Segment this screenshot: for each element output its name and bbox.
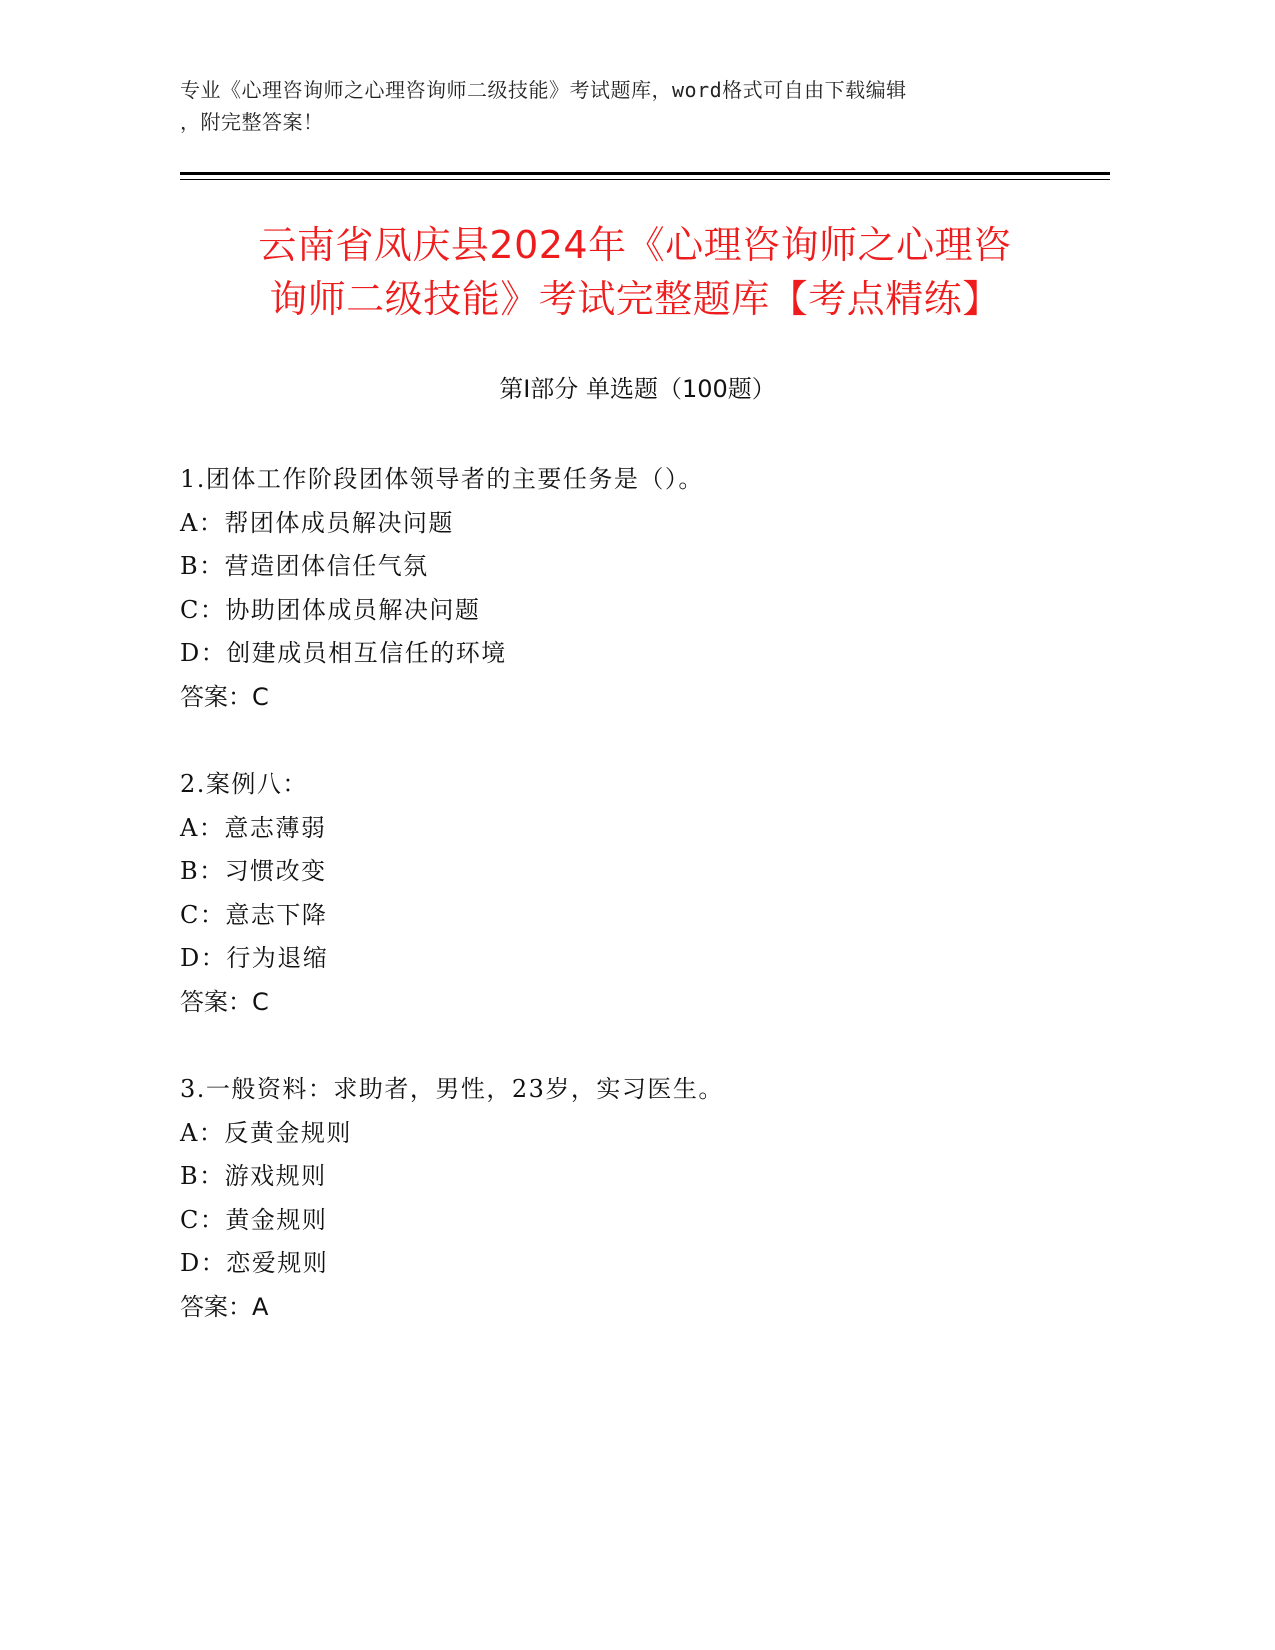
answer: 答案：C — [180, 987, 269, 1016]
header-divider-thick — [180, 172, 1110, 175]
question-1 — [180, 458, 1110, 719]
header-note — [180, 74, 1080, 138]
question-2 — [180, 763, 1110, 1024]
option-d: D：恋爱规则 — [180, 1249, 329, 1277]
document-title-line-1: 云南省凤庆县2024年《心理咨询师之心理咨 — [258, 223, 1012, 267]
answer: 答案：A — [180, 1292, 269, 1321]
option-a: A：意志薄弱 — [180, 813, 327, 842]
document-title — [175, 218, 1095, 326]
question-list — [180, 458, 1110, 1373]
document-title-line-2: 询师二级技能》考试完整题库【考点精练】 — [269, 277, 1001, 321]
question-stem: 3.一般资料：求助者，男性，23岁，实习医生。 — [180, 1075, 724, 1103]
option-c: C：黄金规则 — [180, 1205, 328, 1234]
option-b: B：习惯改变 — [180, 857, 327, 885]
option-d: D：创建成员相互信任的环境 — [180, 639, 507, 667]
option-c: C：意志下降 — [180, 900, 328, 929]
answer: 答案：C — [180, 682, 269, 711]
header-note-line-1: 专业《心理咨询师之心理咨询师二级技能》考试题库，word格式可自由下载编辑 — [180, 78, 907, 102]
option-a: A：反黄金规则 — [180, 1118, 352, 1147]
option-a: A：帮团体成员解决问题 — [180, 508, 454, 537]
question-stem: 1.团体工作阶段团体领导者的主要任务是（）。 — [180, 465, 704, 493]
option-b: B：游戏规则 — [180, 1162, 327, 1190]
option-c: C：协助团体成员解决问题 — [180, 595, 481, 624]
question-stem: 2.案例八： — [180, 770, 308, 798]
question-3 — [180, 1068, 1110, 1329]
option-b: B：营造团体信任气氛 — [180, 552, 429, 580]
option-d: D：行为退缩 — [180, 944, 329, 972]
header-divider-thin — [180, 179, 1110, 180]
header-note-line-2: ，附完整答案！ — [180, 110, 324, 134]
section-title: 第Ⅰ部分 单选题（100题） — [499, 375, 776, 403]
